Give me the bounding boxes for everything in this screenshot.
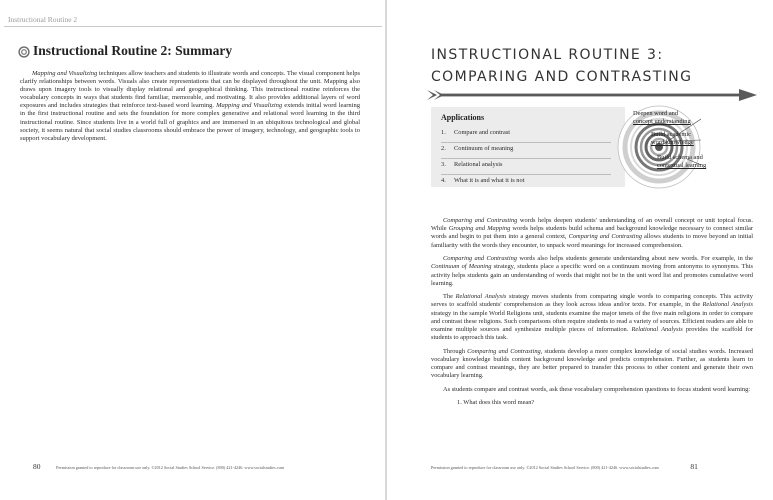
- callout-line: contextual learning: [657, 162, 707, 169]
- item-number: 1.: [441, 129, 446, 136]
- page-number: 80: [33, 462, 41, 471]
- item-number: 4.: [441, 177, 446, 184]
- italic-term: Relational Analysis: [702, 301, 753, 309]
- body-paragraph: [431, 348, 753, 381]
- routine-title-line2: COMPARING AND CONTRASTING: [431, 69, 693, 85]
- text-run: , students develop a more complex knowledge of social studies words. Increased vocabulary knowledge builds content background knowledge and predicts comprehension. Further, as students learn to compare and contrast meanings, they are better prepared to transfer this process to other content and generate their own vocabulary learning.: [431, 347, 753, 380]
- footer-note: Permission granted to reproduce for classroom use only. ©2012 Social Studies School Service. (800) 421-4246. www.socialstudies.com: [431, 465, 659, 470]
- callout-line: Build schema and: [657, 154, 703, 161]
- callout-line: concept understanding: [633, 118, 691, 125]
- italic-term: Mapping and Visualizing: [216, 102, 283, 110]
- list-item: [441, 127, 611, 143]
- callout-build-academic: [651, 131, 694, 147]
- footer-note: Permission granted to reproduce for classroom use only. ©2012 Social Studies School Service. (800) 421-4246. www.socialstudies.com: [56, 465, 284, 470]
- text-run: allows students to move beyond an initial familiarity with the words they encounter, to unpack word meanings for increased comprehension.: [431, 233, 753, 249]
- text-run: Through: [443, 347, 468, 355]
- applications-list: [441, 127, 611, 190]
- item-label: Continuum of meaning: [454, 145, 514, 152]
- text-run: strategy in the sample World Religions unit, students examine the major tenets of the five main religions in order to compare and contrast these religions. Such comparisons often require students to read a variety of sources. Efficient readers are able to examine multiple sources and synthesize multiple pieces of information.: [431, 309, 753, 334]
- header-rule: [4, 26, 382, 27]
- callout-deepen: [633, 110, 691, 126]
- italic-term: Relational Analysis: [631, 326, 683, 334]
- page-number: 81: [690, 462, 698, 471]
- applications-panel: [431, 107, 617, 187]
- item-label: Relational analysis: [454, 161, 503, 168]
- text-run: The: [443, 293, 456, 301]
- summary-body: [20, 70, 360, 143]
- item-label: What it is and what it is not: [454, 177, 525, 184]
- left-footer: [33, 462, 284, 471]
- italic-term: Mapping and Visualizing: [32, 70, 98, 77]
- text-run: techniques allow teachers and students to illustrate words and concepts. The visual component helps clarify relationships between words. Visuals also create representations that can be displayed throughout the unit. Mapping also draws upon imagery tools to visually display relational and geographical thinking. This instructional routine reinforces the vocabulary concepts in ways that students find familiar, memorable, and motivating. It also provides additional layers of word exposures and includes strategies that reinforce text-based word learning.: [20, 70, 360, 110]
- right-footer: [431, 462, 698, 471]
- text-run: provides the scaffold for students to approach this task.: [431, 326, 754, 342]
- question-text: What does this word mean?: [463, 399, 535, 407]
- italic-term: Comparing and Contrasting: [568, 233, 642, 241]
- text-run: strategy moves students from comparing single words to comparing concepts. This activity serves to scaffold students' comprehension as they look across ideas and/or texts. For example, in the: [431, 293, 753, 309]
- body-paragraph: [431, 217, 753, 250]
- routine-title: [431, 44, 692, 88]
- text-run: words also helps students generate understanding about new words. For example, in the: [517, 255, 753, 263]
- section-title: Instructional Routine 2: Summary: [33, 43, 233, 58]
- body-paragraph: [431, 255, 753, 288]
- italic-term: Continuum of Meaning: [431, 263, 492, 271]
- text-run: words helps deepen students' understanding of an overall concept or unit topical focus. While: [431, 217, 753, 233]
- italic-term: Comparing and Contrasting: [443, 255, 517, 263]
- list-item: [441, 159, 611, 175]
- callout-line: Deepen word and: [633, 110, 679, 117]
- right-page: [387, 0, 773, 500]
- list-item: [457, 399, 753, 407]
- text-run: words helps students build schema and background knowledge necessary to connect similar words and begin to put them into a general context,: [431, 225, 753, 241]
- summary-paragraph: [20, 70, 360, 143]
- body-paragraph: [431, 386, 753, 394]
- routine-title-line1: INSTRUCTIONAL ROUTINE 3:: [431, 47, 664, 63]
- question-number: 1.: [457, 399, 462, 407]
- list-item: [441, 175, 611, 190]
- applications-title: Applications: [441, 113, 485, 122]
- question-list: [431, 399, 753, 407]
- italic-term: Grouping and Mapping: [448, 225, 511, 233]
- text-run: extends initial word learning in the first instructional routine and sets the foundation for more complex generative and relational word learning in the third instructional routine. Since students live in a world full of graphics and are immersed in an ubiquitous technological and global society, it seems natural that social studies classrooms should embrace the power of imagery, technology, and geographic tools to support vocabulary development.: [20, 102, 360, 142]
- item-number: 3.: [441, 161, 446, 168]
- italic-term: Comparing and Contrasting: [467, 347, 541, 355]
- arrow-divider-icon: [427, 89, 757, 101]
- body-paragraph: [431, 293, 753, 342]
- callout-line: word knowledge: [651, 139, 694, 146]
- list-item: [441, 143, 611, 159]
- text-run: strategy, students place a specific word on a continuum moving from antonyms to synonyms. This activity helps students gain an understanding of words that might not be in the unit word list and promotes cumulative word learning.: [431, 263, 753, 287]
- item-number: 2.: [441, 145, 446, 152]
- italic-term: Comparing and Contrasting: [443, 217, 518, 224]
- text-run: As students compare and contrast words, ask these vocabulary comprehension questions to focus student word learning:: [443, 385, 751, 393]
- running-head: Instructional Routine 2: [8, 15, 78, 24]
- callout-line: Build academic: [651, 131, 691, 138]
- italic-term: Relational Analysis: [455, 293, 507, 301]
- item-label: Compare and contrast: [454, 129, 511, 136]
- left-page: [0, 0, 385, 500]
- target-bullet-icon: [18, 46, 30, 58]
- callout-build-schema: [657, 154, 706, 170]
- routine-body: [431, 217, 753, 408]
